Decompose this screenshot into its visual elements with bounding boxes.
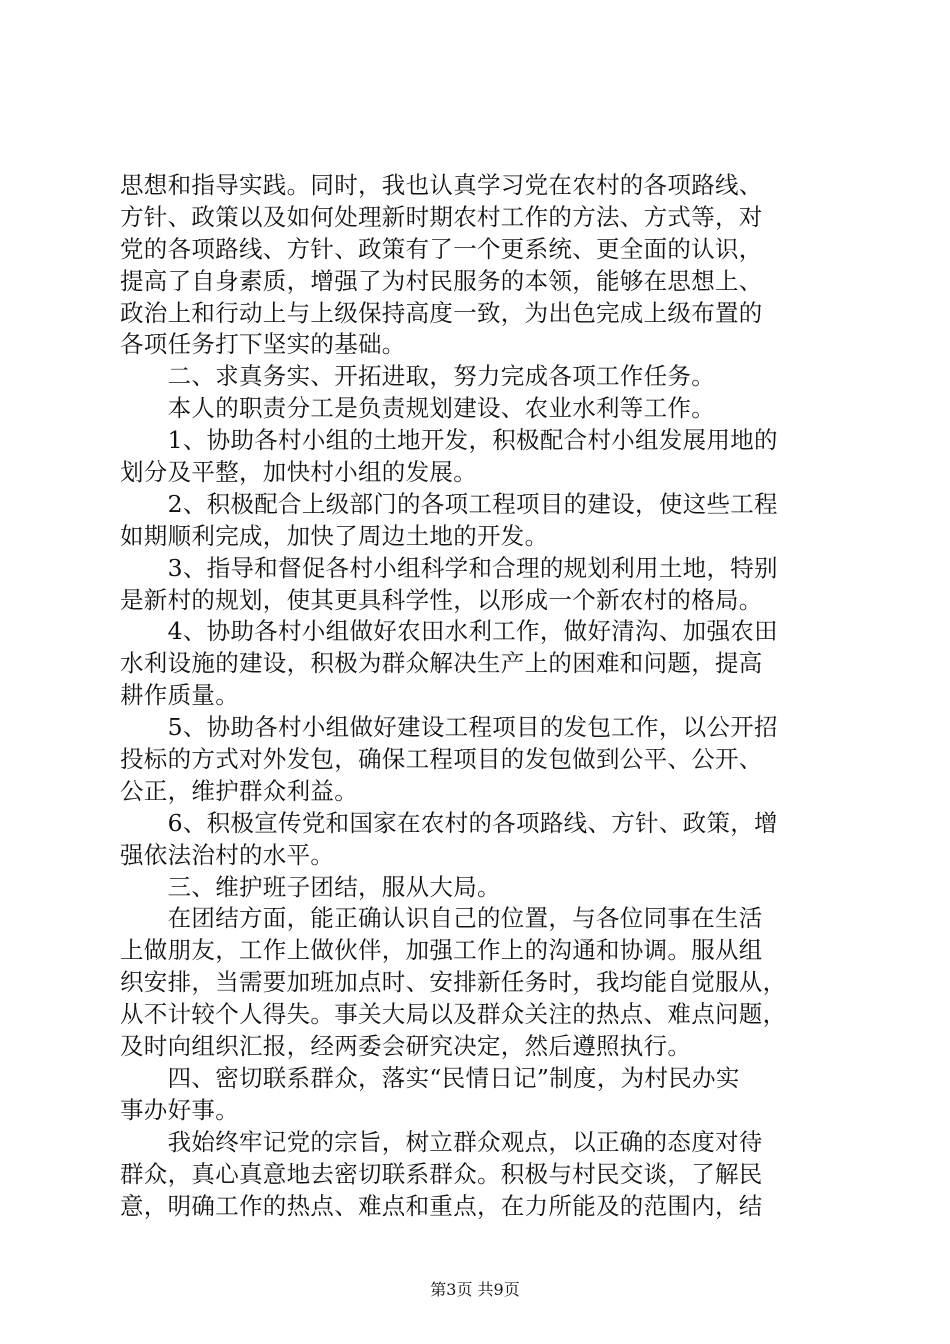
text-line: 各项任务打下坚实的基础。 xyxy=(120,330,406,359)
text-line: 我始终牢记党的宗旨，树立群众观点，以正确的态度对待 xyxy=(120,1127,763,1156)
text-line: 投标的方式对外发包，确保工程项目的发包做到公平、公开、 xyxy=(120,745,763,774)
text-line: 上做朋友，工作上做伙伴，加强工作上的沟通和协调。服从组 xyxy=(120,936,763,965)
list-item-line: 3、指导和督促各村小组科学和合理的规划利用土地，特别 xyxy=(120,553,778,582)
text-line: 政治上和行动上与上级保持高度一致，为出色完成上级布置的 xyxy=(120,298,763,327)
text-line: 群众，真心真意地去密切联系群众。积极与村民交谈，了解民 xyxy=(120,1159,763,1188)
text-line: 耕作质量。 xyxy=(120,681,239,710)
text-line: 及时向组织汇报，经两委会研究决定，然后遵照执行。 xyxy=(120,1032,692,1061)
list-item-line: 1、协助各村小组的土地开发，积极配合村小组发展用地的 xyxy=(120,426,778,455)
section-heading: 三、维护班子团结，服从大局。 xyxy=(120,872,501,901)
text-line: 从不计较个人得失。事关大局以及群众关注的热点、难点问题， xyxy=(120,1000,787,1029)
text-line: 思想和指导实践。同时，我也认真学习党在农村的各项路线、 xyxy=(120,171,763,199)
section-heading: 二、求真务实、开拓进取，努力完成各项工作任务。 xyxy=(120,362,715,391)
text-line: 强依法治村的水平。 xyxy=(120,840,335,869)
text-line: 事办好事。 xyxy=(120,1095,239,1124)
text-line: 本人的职责分工是负责规划建设、农业水利等工作。 xyxy=(120,394,715,423)
text-line: 公正，维护群众利益。 xyxy=(120,776,358,805)
section-heading: 四、密切联系群众，落实“民情日记”制度，为村民办实 xyxy=(120,1063,740,1092)
text-line: 意，明确工作的热点、难点和重点，在力所能及的范围内，结 xyxy=(120,1191,763,1220)
page-number-label: 第3页 共9页 xyxy=(430,1280,520,1299)
text-line: 党的各项路线、方针、政策有了一个更系统、更全面的认识， xyxy=(120,234,763,263)
list-item-line: 2、积极配合上级部门的各项工程项目的建设，使这些工程 xyxy=(120,489,778,518)
text-line: 方针、政策以及如何处理新时期农村工作的方法、方式等，对 xyxy=(120,202,763,231)
text-line: 在团结方面，能正确认识自己的位置，与各位同事在生活 xyxy=(120,904,763,933)
text-line: 水利设施的建设，积极为群众解决生产上的困难和问题，提高 xyxy=(120,649,763,678)
text-line: 划分及平整，加快村小组的发展。 xyxy=(120,458,477,487)
list-item-line: 6、积极宣传党和国家在农村的各项路线、方针、政策，增 xyxy=(120,808,778,837)
body-text xyxy=(120,170,840,1222)
page-footer xyxy=(0,1279,950,1301)
list-item-line: 4、协助各村小组做好农田水利工作，做好清沟、加强农田 xyxy=(120,617,778,646)
text-line: 是新村的规划，使其更具科学性，以形成一个新农村的格局。 xyxy=(120,585,763,614)
text-line: 如期顺利完成，加快了周边土地的开发。 xyxy=(120,521,549,550)
text-line: 织安排，当需要加班加点时、安排新任务时，我均能自觉服从， xyxy=(120,968,787,997)
list-item-line: 5、协助各村小组做好建设工程项目的发包工作，以公开招 xyxy=(120,713,778,742)
text-line: 提高了自身素质，增强了为村民服务的本领，能够在思想上、 xyxy=(120,266,763,295)
